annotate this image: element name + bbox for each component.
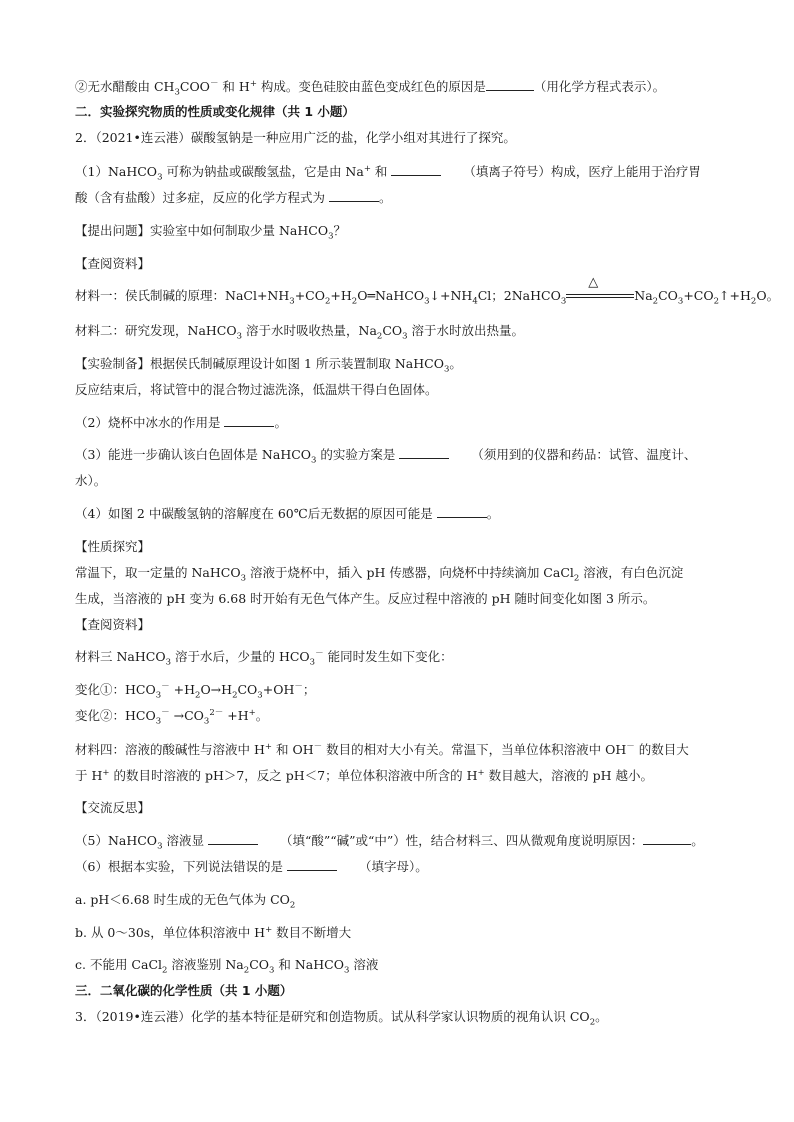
answer-blank[interactable] bbox=[208, 832, 258, 845]
consult-materials-heading-2: 【查阅资料】 bbox=[75, 617, 151, 632]
experiment-preparation: 【实验制备】根据侯氏制碱原理设计如图 1 所示装置制取 NaHCO$_3$。 bbox=[75, 356, 462, 375]
consult-materials-heading: 【查阅资料】 bbox=[75, 256, 151, 271]
material-one: 材料一：侯氏制碱的原理：$NaCl+NH_3+CO_2+H_2O═NaHCO_3↓+NH_4Cl$；2NaHCO$_3$ △ $Na_2CO_3+CO_2↑+H_2O$。 bbox=[75, 275, 780, 307]
option-c: c. 不能用 CaCl$_2$ 溶液鉴别 $Na_2CO_3$ 和 NaHCO$_3$ 溶液 bbox=[75, 957, 379, 976]
option-a: a. pH＜6.68 时生成的无色气体为 $CO_2$ bbox=[75, 892, 296, 911]
section-heading-3: 三．二氧化碳的化学性质（共 1 小题） bbox=[75, 983, 293, 998]
discussion-heading: 【交流反思】 bbox=[75, 800, 151, 815]
property-inquiry-text-cont: 生成，当溶液的 pH 变为 6.68 时开始有无色气体产生。反应过程中溶液的 pH 随时间变化如图 3 所示。 bbox=[75, 591, 656, 606]
material-four: 材料四：溶液的酸碱性与溶液中 H+ 和 OH－ 数目的相对大小有关。常温下，当单位体积溶液中 OH－ 的数目大 bbox=[75, 741, 689, 757]
question-2-part-3-cont: 水）。 bbox=[75, 473, 107, 488]
experiment-procedure: 反应结束后，将试管中的混合物过滤洗涤，低温烘干得白色固体。 bbox=[75, 382, 438, 397]
question-2-part-3: （3）能进一步确认该白色固体是 NaHCO$_3$ 的实验方案是 （须用到的仪器和药品：试管、温度计、 bbox=[75, 447, 697, 466]
answer-blank[interactable] bbox=[224, 414, 274, 427]
option-b: b. 从 0～30s，单位体积溶液中 H+ 数目不断增大 bbox=[75, 924, 352, 940]
answer-blank[interactable] bbox=[399, 446, 449, 459]
change-two: 变化②：$HCO_3^- \to CO_3^{2-} +H^+$。 bbox=[75, 707, 269, 727]
material-four-cont: 于 H+ 的数目时溶液的 pH＞7，反之 pH＜7；单位体积溶液中所含的 H+ 数目越大，溶液的 pH 越小。 bbox=[75, 767, 653, 783]
raise-question: 【提出问题】实验室中如何制取少量 NaHCO$_3$？ bbox=[75, 223, 347, 242]
question-2-stem: 2．（2021•连云港）碳酸氢钠是一种应用广泛的盐，化学小组对其进行了探究。 bbox=[75, 130, 516, 145]
question-2-part-5: （5）NaHCO$_3$ 溶液显 （填“酸”“碱”或“中”）性，结合材料三、四从微观角度说明原因： 。 bbox=[75, 833, 704, 852]
question-2-part-2: （2）烧杯中冰水的作用是 。 bbox=[75, 415, 287, 430]
answer-blank[interactable] bbox=[486, 78, 534, 91]
line-acetic-acid: ②无水醋酸由 $CH_3COO^-$ 和 H+ 构成。变色硅胶由蓝色变成红色的原因是 （用化学方程式表示）。 bbox=[75, 78, 666, 98]
property-inquiry-text: 常温下，取一定量的 NaHCO$_3$ 溶液于烧杯中，插入 pH 传感器，向烧杯中持续滴加 CaCl$_2$ 溶液，有白色沉淀 bbox=[75, 565, 684, 584]
answer-blank[interactable] bbox=[643, 832, 691, 845]
section-heading-2: 二．实验探究物质的性质或变化规律（共 1 小题） bbox=[75, 104, 355, 119]
heat-condition-sign: △ bbox=[566, 288, 634, 302]
material-two: 材料二：研究发现，NaHCO$_3$ 溶于水时吸收热量，$Na_2CO_3$ 溶于水时放出热量。 bbox=[75, 323, 525, 342]
question-2-part-1-cont: 酸（含有盐酸）过多症，反应的化学方程式为 。 bbox=[75, 190, 392, 205]
answer-blank[interactable] bbox=[437, 505, 487, 518]
material-three: 材料三 NaHCO$_3$ 溶于水后，少量的 $HCO_3^-$ 能同时发生如下变化： bbox=[75, 648, 453, 668]
property-inquiry-heading: 【性质探究】 bbox=[75, 539, 151, 554]
question-2-part-4: （4）如图 2 中碳酸氢钠的溶解度在 60℃后无数据的原因可能是 。 bbox=[75, 506, 500, 521]
question-2-part-1: （1）NaHCO$_3$ 可称为钠盐或碳酸氢盐，它是由 Na+ 和 （填离子符号）构成，医疗上能用于治疗胃 bbox=[75, 163, 701, 183]
answer-blank[interactable] bbox=[287, 858, 337, 871]
question-2-part-6: （6）根据本实验，下列说法错误的是 （填字母）。 bbox=[75, 859, 428, 874]
change-one: 变化①：$HCO_3^- +H_2O\to H_2CO_3+OH^-$； bbox=[75, 681, 316, 701]
question-3-stem: 3．（2019•连云港）化学的基本特征是研究和创造物质。试从科学家认识物质的视角认识 $CO_2$。 bbox=[75, 1009, 608, 1028]
answer-blank[interactable] bbox=[329, 189, 379, 202]
answer-blank[interactable] bbox=[391, 163, 441, 176]
